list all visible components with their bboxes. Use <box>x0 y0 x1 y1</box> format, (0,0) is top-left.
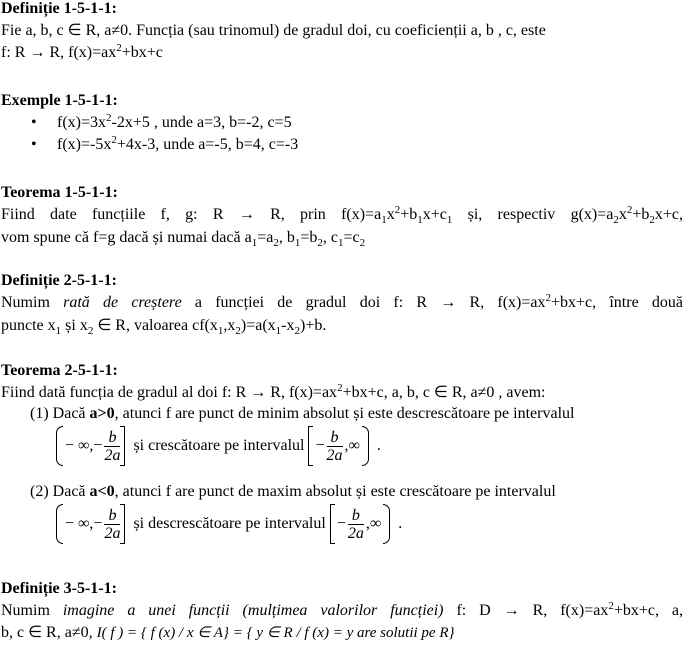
interval-2: − $\frac{b}{2a}$ ,∞ <box>330 501 390 547</box>
def1-line2: f: R → R, $f(x)=ax^2+bx+c$ <box>1 42 163 61</box>
paren-right-icon <box>362 426 369 466</box>
ex1-item-2: • $f(x)=-5x^2+4x-3$, unde a=-5, b=4, c=-3 <box>31 134 299 153</box>
bullet-icon: • <box>31 136 37 153</box>
ex1-item-1: • $f(x)=3x^2-2x+5$ , unde a=3, b=-2, c=5 <box>31 112 292 131</box>
th1-line1: Fiind date funcțiile f, g: R → R, prin $f(x)=a_1x^2+b_1x+c_1$ și, respectiv $g(x)=a_2x^2+b_2x+c$, <box>1 204 684 226</box>
interval-1: − ∞,− $\frac{b}{2a}$ <box>56 501 125 547</box>
def2-title: Definiție 2-5-1-1: <box>1 272 117 289</box>
ex1-title: Exemple 1-5-1-1: <box>1 92 118 109</box>
def3-line1: Numim imagine a unei funcții (mulțimea valorilor funcției) f: D → R, $f(x)=ax^2+bx+c$, a, <box>1 600 683 619</box>
def2-line2: puncte $x_1$ și $x_2$ ∈ R, valoarea $cf(x_1,x_2)=a(x_1-x_2)+b$. <box>1 317 327 337</box>
bracket-right-icon <box>120 504 125 544</box>
th2-case2: (2) Dacă a<0, atunci f are punct de maxim absolut și este crescătoare pe intervalul <box>30 483 556 500</box>
def1-title: Definiție 1-5-1-1: <box>1 0 117 17</box>
def3-line2: b, c ∈ R, a≠0, I( f ) = { f (x) / x ∈ A} = { y ∈ R / f (x) = y are solutii pe R} <box>1 624 455 641</box>
paren-left-icon <box>56 426 63 466</box>
bullet-icon: • <box>31 114 37 131</box>
interval-1: − ∞,− $\frac{b}{2a}$ <box>56 423 125 469</box>
paren-right-icon <box>383 504 390 544</box>
def2-line1: Numim rată de creștere a funcției de gradul doi f: R → R, $f(x)=ax^2+bx+c$, între două <box>1 292 683 311</box>
th2-case1-intervals: − ∞,− $\frac{b}{2a}$ și crescătoare pe intervalul − $\frac{b}{2a}$ ,∞ . <box>56 423 683 469</box>
def3-title: Definiție 3-5-1-1: <box>1 580 117 597</box>
th1-title: Teorema 1-5-1-1: <box>1 184 118 201</box>
bracket-right-icon <box>120 426 125 466</box>
th1-line2: vom spune că f=g dacă și numai dacă $a_1=a_2$, $b_1=b_2$, $c_1=c_2$ <box>1 229 366 249</box>
interval-2: − $\frac{b}{2a}$ ,∞ <box>308 423 368 469</box>
def1-line1: Fie a, b, c ∈ R, a≠0. Funcția (sau trinomul) de gradul doi, cu coeficienții a, b , c, este <box>1 22 546 39</box>
th2-case2-intervals: − ∞,− $\frac{b}{2a}$ și descrescătoare pe intervalul − $\frac{b}{2a}$ ,∞ . <box>56 501 683 547</box>
paren-left-icon <box>56 504 63 544</box>
th2-line1: Fiind dată funcția de gradul al doi f: R → R, $f(x)=ax^2+bx+c$, a, b, c ∈ R, a≠0 , avem: <box>1 382 546 401</box>
th2-title: Teorema 2-5-1-1: <box>1 362 118 379</box>
th2-case1: (1) Dacă a>0, atunci f are punct de minim absolut și este descrescătoare pe intervalul <box>30 405 575 422</box>
